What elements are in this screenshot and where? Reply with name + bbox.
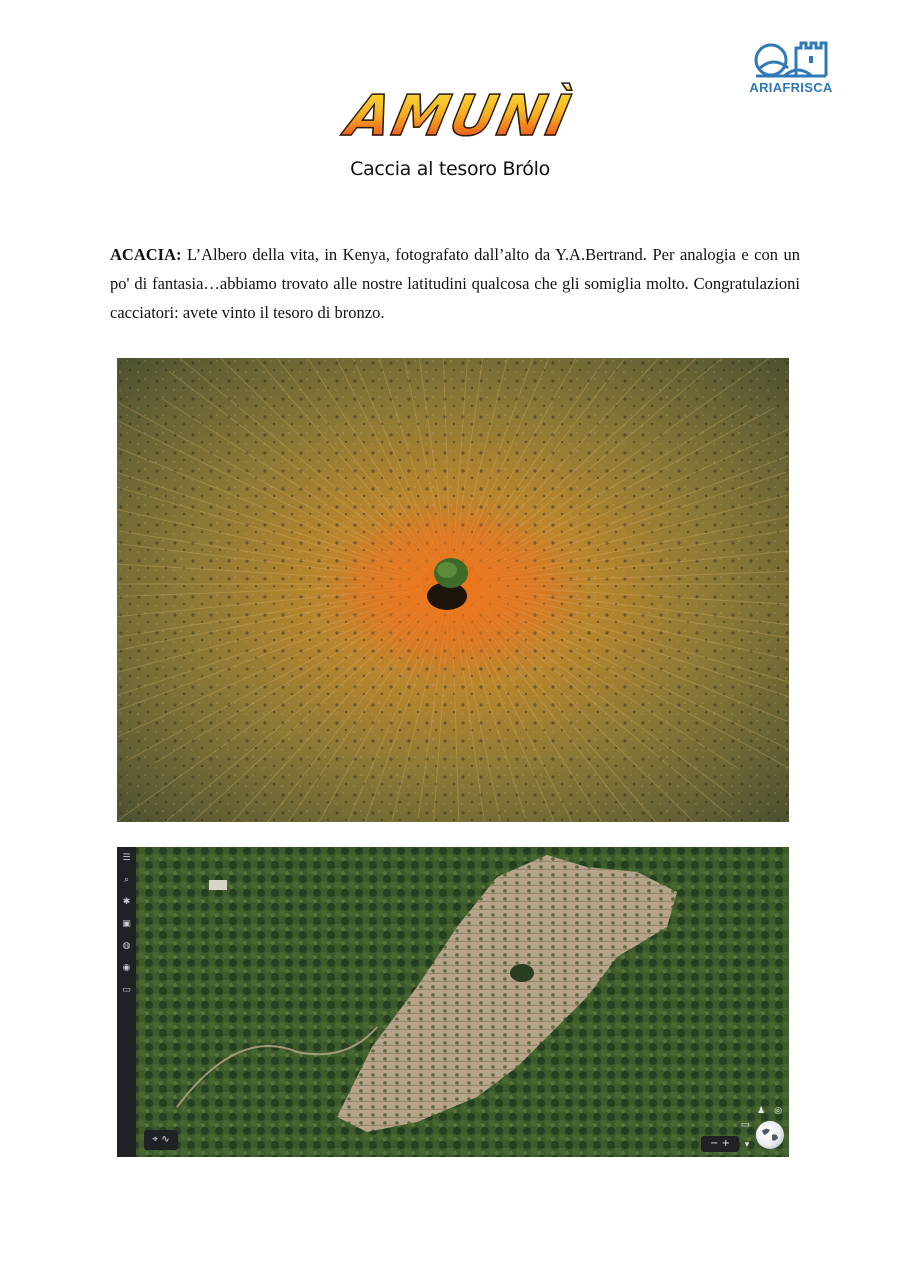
zoom-controls[interactable]: − + xyxy=(701,1136,739,1152)
globe-view-icon[interactable] xyxy=(756,1121,784,1149)
ariafrisca-wordmark: ARIAFRISCA xyxy=(749,80,833,95)
acacia-paragraph xyxy=(110,240,800,327)
north-arrow-icon[interactable]: ▾ xyxy=(744,1140,750,1150)
history-icon[interactable]: ◍ xyxy=(122,941,131,951)
amuni-logo xyxy=(330,80,580,190)
amuni-title: AMUNÌ xyxy=(337,86,580,148)
globe-icon[interactable]: ◉ xyxy=(122,963,131,973)
acacia-photo-illustration xyxy=(117,358,789,822)
location-chip[interactable]: ⌖ ∿ xyxy=(144,1130,178,1150)
image-icon[interactable]: ▣ xyxy=(122,919,131,929)
settings-icon[interactable]: ✱ xyxy=(122,897,131,907)
acacia-text: L’Albero della vita, in Kenya, fotografato dall’alto da Y.A.Bertrand. Per analogia e con un po' di fantasia…abbiamo trovato alle nostre latitudini qualcosa che gli somiglia molto. Congratulazioni cacciatori: avete vinto il tesoro di bronzo. xyxy=(110,245,800,322)
menu-icon[interactable]: ☰ xyxy=(122,853,131,863)
satellite-map-screenshot xyxy=(117,847,789,1157)
ariafrisca-logo xyxy=(748,34,834,100)
search-icon[interactable]: ⌕ xyxy=(123,875,130,885)
acacia-aerial-photo xyxy=(117,358,789,822)
ariafrisca-emblem-icon xyxy=(754,34,828,78)
acacia-label: ACACIA: xyxy=(110,245,182,264)
layers-icon[interactable]: ▭ xyxy=(122,985,131,995)
satellite-terrain-illustration xyxy=(117,847,789,1157)
map-sidebar xyxy=(117,847,136,1157)
layers-toggle-icon[interactable]: ▭ xyxy=(740,1120,750,1130)
person-icon[interactable]: ♟ xyxy=(756,1106,766,1116)
amuni-subtitle: Caccia al tesoro Brólo xyxy=(350,158,550,180)
compass-icon[interactable]: ◎ xyxy=(774,1106,782,1116)
